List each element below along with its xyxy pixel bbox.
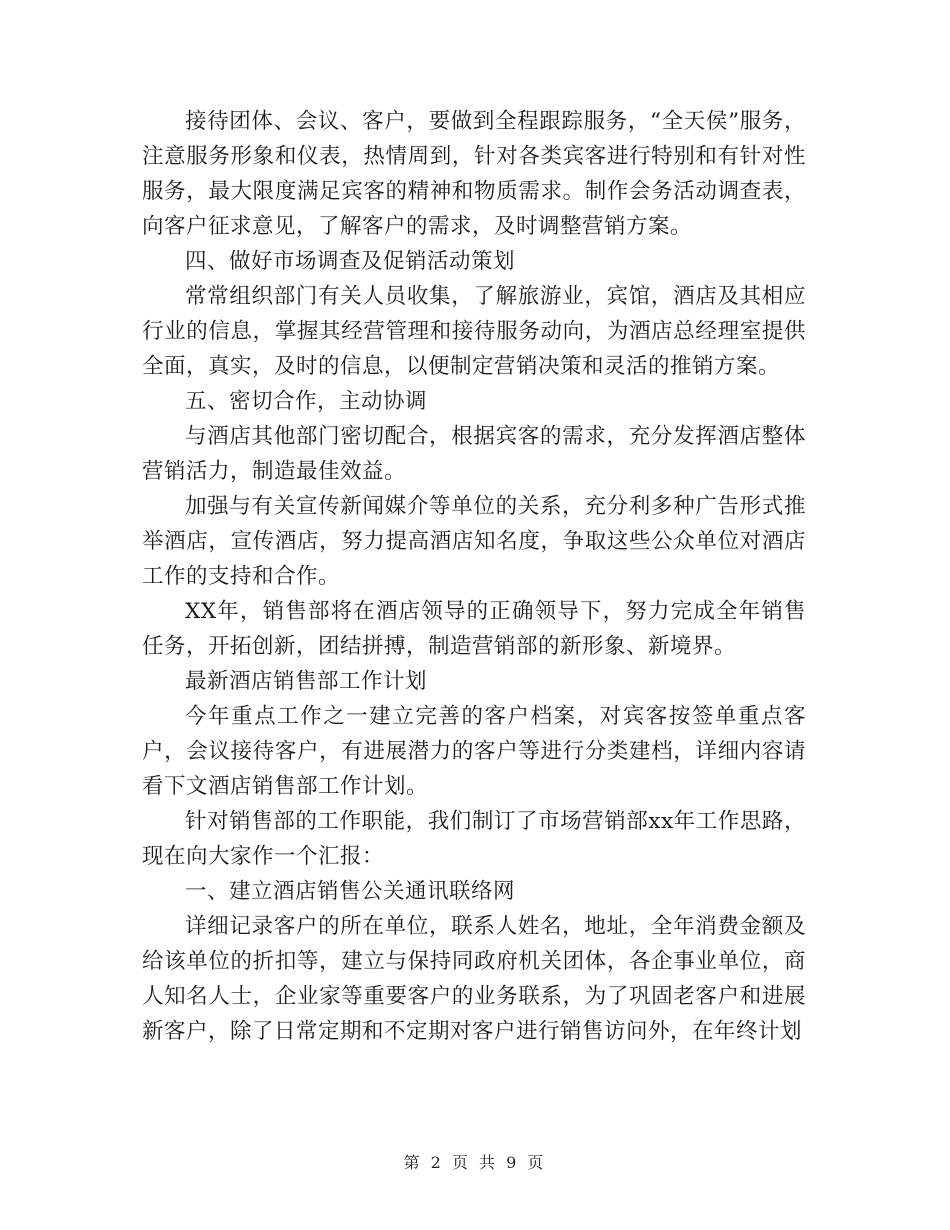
- section-heading-network: 一、建立酒店销售公关通讯联络网: [185, 879, 516, 904]
- paragraph-report-intro: 针对销售部的工作职能，我们制订了市场营销部xx年工作思路，现在向大家作一个汇报：: [142, 809, 806, 869]
- document-body: [142, 104, 806, 1049]
- paragraph-service: 接待团体、会议、客户，要做到全程跟踪服务，“全天侯”服务，注意服务形象和仪表，热情周到，针对各类宾客进行特别和有针对性服务，最大限度满足宾客的精神和物质需求。制作会务活动调查表，向客户征求意见，了解客户的需求，及时调整营销方案。: [142, 109, 806, 239]
- document-subtitle: 最新酒店销售部工作计划: [185, 669, 428, 694]
- paragraph-customer-archive: 今年重点工作之一建立完善的客户档案，对宾客按签单重点客户，会议接待客户，有进展潜力的客户等进行分类建档，详细内容请看下文酒店销售部工作计划。: [142, 704, 806, 799]
- section-heading-cooperation: 五、密切合作，主动协调: [185, 389, 428, 414]
- paragraph-network: 详细记录客户的所在单位，联系人姓名，地址，全年消费金额及给该单位的折扣等，建立与保持同政府机关团体，各企事业单位，商人知名人士，企业家等重要客户的业务联系，为了巩固老客户和进展新客户，除了日常定期和不定期对客户进行销售访问外，在年终计划: [142, 914, 806, 1044]
- paragraph-cooperation: 与酒店其他部门密切配合，根据宾客的需求，充分发挥酒店整体营销活力，制造最佳效益。: [142, 424, 806, 484]
- paragraph-media: 加强与有关宣传新闻媒介等单位的关系，充分利多种广告形式推举酒店，宣传酒店，努力提高酒店知名度，争取这些公众单位对酒店工作的支持和合作。: [142, 494, 806, 589]
- paragraph-annual-goal: XX年，销售部将在酒店领导的正确领导下，努力完成全年销售任务，开拓创新，团结拼搏，制造营销部的新形象、新境界。: [142, 599, 806, 659]
- paragraph-market-research: 常常组织部门有关人员收集，了解旅游业，宾馆，酒店及其相应行业的信息，掌握其经营管理和接待服务动向，为酒店总经理室提供全面，真实，及时的信息，以便制定营销决策和灵活的推销方案。: [142, 284, 806, 379]
- section-heading-market-research: 四、做好市场调查及促销活动策划: [185, 249, 516, 274]
- page-number-footer: 第 2 页 共 9 页: [403, 1153, 547, 1172]
